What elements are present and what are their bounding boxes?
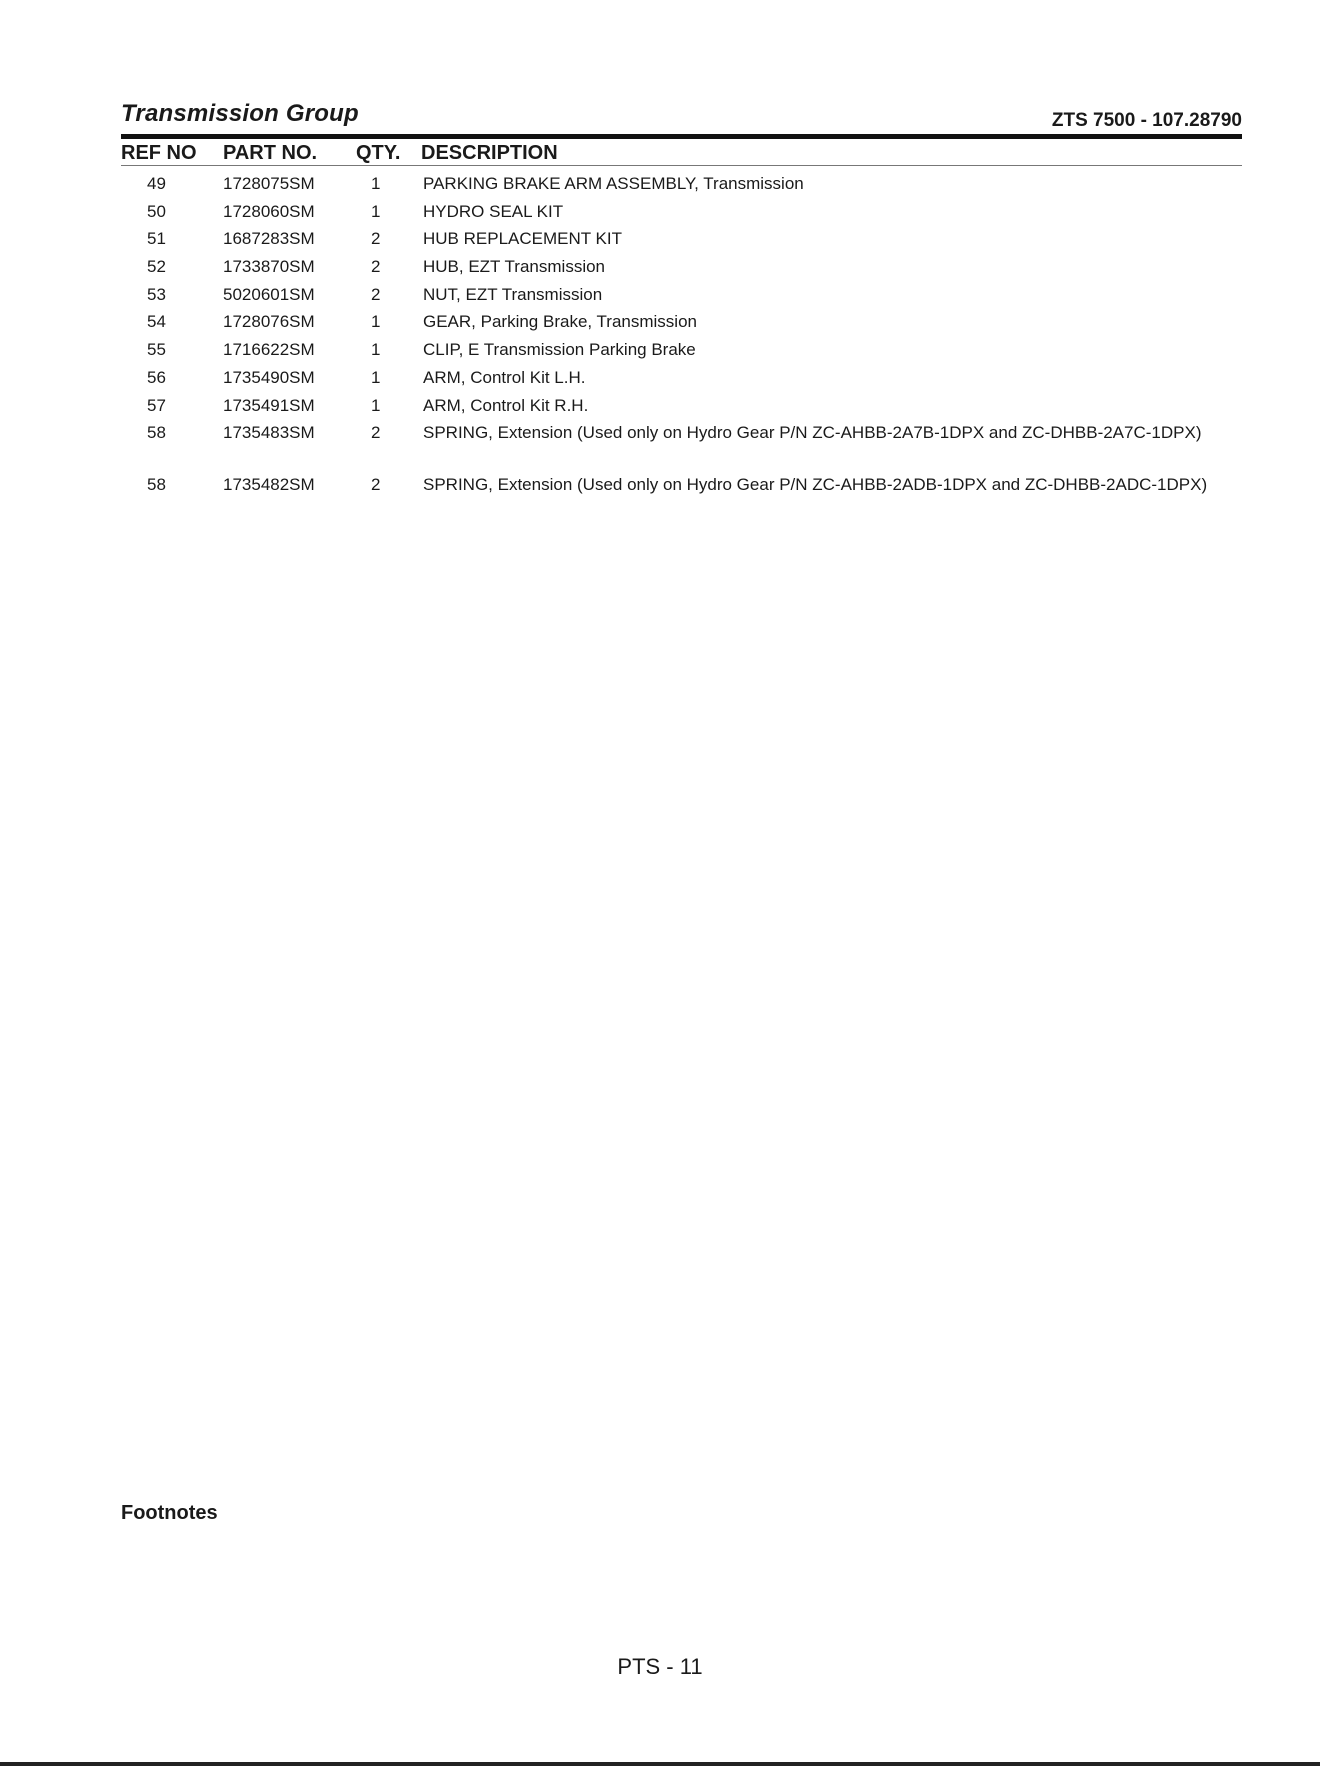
ref-no-cell: 50 xyxy=(147,201,166,221)
qty-cell: 2 xyxy=(371,423,381,443)
part-no-cell: 1716622SM xyxy=(223,340,315,360)
footnotes-heading: Footnotes xyxy=(121,1502,218,1524)
column-header-qty: QTY. xyxy=(356,142,401,164)
ref-no-cell: 54 xyxy=(147,312,166,332)
parts-table xyxy=(121,170,1242,523)
qty-cell: 2 xyxy=(371,284,381,304)
ref-no-cell: 51 xyxy=(147,229,166,249)
page-number: PTS - 11 xyxy=(617,1654,703,1679)
part-no-cell: 1735482SM xyxy=(223,475,315,495)
qty-cell: 1 xyxy=(371,367,381,387)
qty-cell: 1 xyxy=(371,174,381,193)
description-cell: SPRING, Extension (Used only on Hydro Gear P/N ZC-AHBB-2A7B-1DPX and ZC-DHBB-2A7C-1DPX) xyxy=(423,423,1202,443)
table-row xyxy=(121,364,1242,392)
ref-no-cell: 57 xyxy=(147,395,166,415)
qty-cell: 2 xyxy=(371,257,381,277)
bottom-border xyxy=(0,1762,1320,1766)
ref-no-cell: 52 xyxy=(147,257,166,277)
qty-cell: 1 xyxy=(371,395,381,415)
qty-cell: 2 xyxy=(371,475,381,495)
description-cell: HUB, EZT Transmission xyxy=(423,257,606,277)
column-header-description: DESCRIPTION xyxy=(421,142,558,164)
table-row xyxy=(121,308,1242,336)
page-header xyxy=(121,100,1242,134)
model-label: ZTS 7500 - 107.28790 xyxy=(1051,110,1242,131)
table-row xyxy=(121,198,1242,226)
table-header-divider xyxy=(121,165,1242,166)
description-cell: GEAR, Parking Brake, Transmission xyxy=(423,312,697,332)
description-cell: CLIP, E Transmission Parking Brake xyxy=(423,340,696,360)
part-no-cell: 1735483SM xyxy=(223,423,315,443)
column-header-ref-no: REF NO xyxy=(121,142,197,164)
part-no-cell: 1735491SM xyxy=(223,395,315,415)
description-cell: HYDRO SEAL KIT xyxy=(423,201,564,221)
ref-no-cell: 56 xyxy=(147,367,166,387)
table-row xyxy=(121,336,1242,364)
header-divider xyxy=(121,134,1242,139)
description-cell: NUT, EZT Transmission xyxy=(423,284,603,304)
table-row xyxy=(121,471,1242,523)
part-no-cell: 1728076SM xyxy=(223,312,315,332)
part-no-cell: 1687283SM xyxy=(223,229,315,249)
description-cell: SPRING, Extension (Used only on Hydro Gear P/N ZC-AHBB-2ADB-1DPX and ZC-DHBB-2ADC-1DPX) xyxy=(423,475,1208,495)
section-title: Transmission Group xyxy=(121,100,359,127)
ref-no-cell: 53 xyxy=(147,284,166,304)
part-no-cell: 1728060SM xyxy=(223,201,315,221)
table-row xyxy=(121,392,1242,420)
ref-no-cell: 58 xyxy=(147,475,166,495)
table-row xyxy=(121,419,1242,471)
qty-cell: 1 xyxy=(371,312,381,332)
table-row xyxy=(121,281,1242,309)
table-row xyxy=(121,170,1242,198)
part-no-cell: 5020601SM xyxy=(223,284,315,304)
description-cell: HUB REPLACEMENT KIT xyxy=(423,229,623,249)
column-header-part-no: PART NO. xyxy=(223,142,318,164)
ref-no-cell: 55 xyxy=(147,340,166,360)
part-no-cell: 1733870SM xyxy=(223,257,315,277)
table-row xyxy=(121,225,1242,253)
qty-cell: 2 xyxy=(371,229,381,249)
ref-no-cell: 49 xyxy=(147,174,166,193)
table-header xyxy=(121,140,1242,165)
part-no-cell: 1728075SM xyxy=(223,174,315,193)
table-row xyxy=(121,253,1242,281)
ref-no-cell: 58 xyxy=(147,423,166,443)
description-cell: PARKING BRAKE ARM ASSEMBLY, Transmission xyxy=(423,174,804,193)
qty-cell: 1 xyxy=(371,340,381,360)
part-no-cell: 1735490SM xyxy=(223,367,315,387)
description-cell: ARM, Control Kit L.H. xyxy=(423,367,586,387)
qty-cell: 1 xyxy=(371,201,381,221)
description-cell: ARM, Control Kit R.H. xyxy=(423,395,589,415)
